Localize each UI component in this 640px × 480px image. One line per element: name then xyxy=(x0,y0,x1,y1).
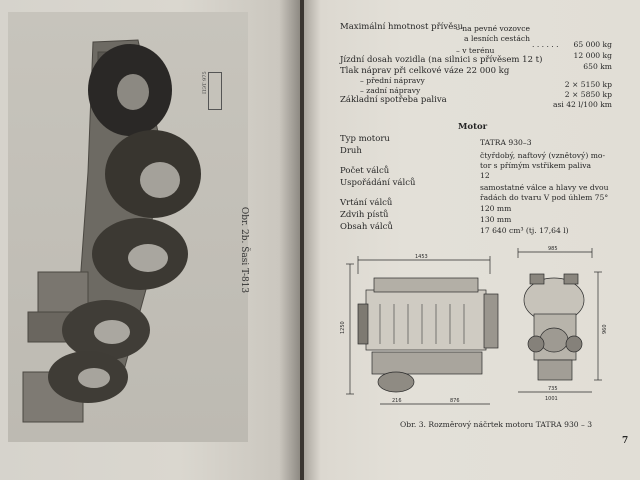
dim-length: 1453 xyxy=(415,254,428,260)
max-weight-desc3: – v terénu xyxy=(456,46,495,55)
dim-735: 735 xyxy=(548,386,558,392)
range-label: Jízdní dosah vozidla (na silnici s přívěsem 12 t) xyxy=(340,55,543,65)
dim-216: 216 xyxy=(392,398,402,404)
chassis-photo xyxy=(8,12,248,442)
layout-val2: řadách do tvaru V pod úhlem 75° xyxy=(480,193,609,202)
fuel-val: asi 42 l/100 km xyxy=(552,100,612,109)
front-axle-label: – přední nápravy xyxy=(360,76,425,85)
right-page xyxy=(304,0,640,480)
dim-1250: 1250 xyxy=(340,321,346,334)
dim-960: 960 xyxy=(602,324,608,334)
wheel-group xyxy=(48,44,201,403)
max-weight-label: Maximální hmotnost přívěsu xyxy=(340,22,464,32)
front-axle-val: 2 × 5150 kp xyxy=(564,80,612,89)
dim-1001: 1001 xyxy=(545,396,558,402)
rear-axle-val: 2 × 5850 kp xyxy=(564,90,612,99)
figure-caption: Obr. 3. Rozměrový náčrtek motoru TATRA 930 – 3 xyxy=(400,420,593,429)
engine-type-val: TATRA 930–3 xyxy=(480,138,532,147)
cylinders-val: 12 xyxy=(480,171,490,180)
chassis-caption: Obr. 2b. Šasi T-813 xyxy=(239,206,249,294)
max-weight-desc1: – na pevné vozovce xyxy=(456,24,530,33)
photo-plate-label-box xyxy=(202,71,222,110)
range-val: 650 km xyxy=(583,62,612,71)
layout-val1: samostatné válce a hlavy ve dvou xyxy=(480,183,609,192)
axle-pressure-label: Tlak náprav při celkové váze 22 000 kg xyxy=(340,66,510,76)
max-weight-desc2: a lesních cestách xyxy=(464,34,531,43)
dim-876: 876 xyxy=(450,398,460,404)
photo-plate-label: ПЭТ 975 xyxy=(202,71,208,94)
bore-label: Vrtání válců xyxy=(340,198,393,208)
engine-drawing xyxy=(340,244,630,416)
kind-val1: čtyřdobý, naftový (vznětový) mo- xyxy=(480,151,606,160)
left-page xyxy=(0,0,300,480)
stroke-val: 130 mm xyxy=(480,215,512,224)
rear-axle-label: – zadní nápravy xyxy=(360,86,421,95)
max-weight-val1: 65 000 kg xyxy=(573,40,612,49)
leader-dots: . . . . . . xyxy=(532,40,559,49)
page-number: 7 xyxy=(622,436,629,446)
engine-type-label: Typ motoru xyxy=(340,134,390,144)
cylinders-label: Počet válců xyxy=(340,166,390,176)
motor-heading: Motor xyxy=(458,122,488,132)
fuel-label: Základní spotřeba paliva xyxy=(340,95,447,105)
dim-985: 985 xyxy=(548,246,558,252)
kind-val2: tor s přímým vstřikem paliva xyxy=(480,161,592,170)
displacement-val: 17 640 cm³ (tj. 17,64 l) xyxy=(480,226,569,235)
stroke-label: Zdvih pístů xyxy=(340,210,389,220)
layout-label: Uspořádání válců xyxy=(340,178,416,188)
max-weight-val2: 12 000 kg xyxy=(573,51,612,60)
kind-label: Druh xyxy=(340,146,362,156)
bore-val: 120 mm xyxy=(480,204,512,213)
displacement-label: Obsah válců xyxy=(340,222,393,232)
